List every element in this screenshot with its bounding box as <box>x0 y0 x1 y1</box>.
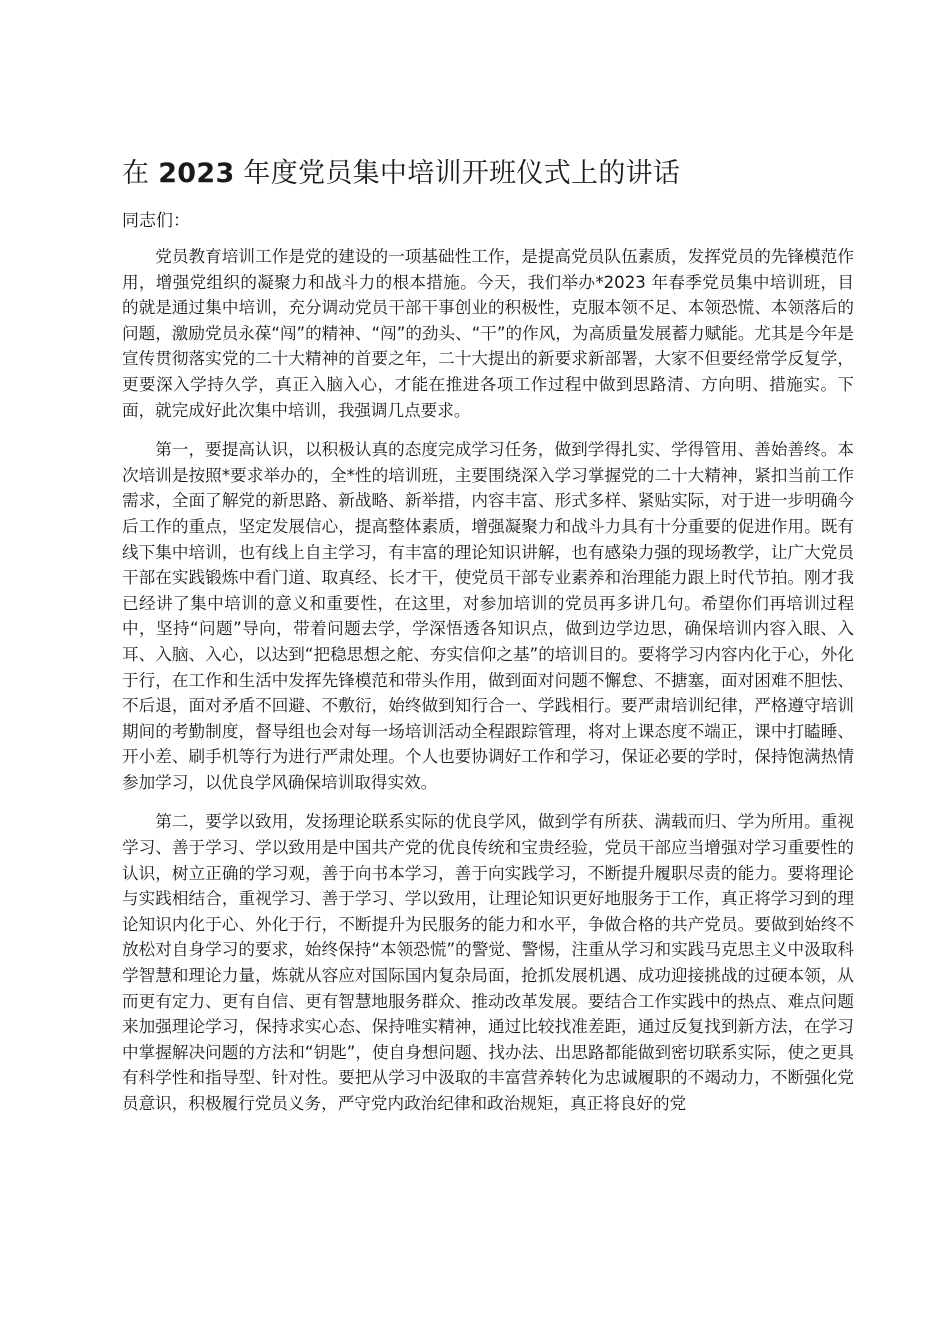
title-prefix: 在 <box>122 158 159 189</box>
title-suffix: 年度党员集中培训开班仪式上的讲话 <box>234 158 681 189</box>
title-year: 2023 <box>158 158 235 189</box>
paragraph-first-point: 第一，要提高认识，以积极认真的态度完成学习任务，做到学得扎实、学得管用、善始善终。本次培训是按照*要求举办的，全*性的培训班，主要围绕深入学习掌握党的二十大精神，紧扣当前工作需求，全面了解党的新思路、新战略、新举措，内容丰富、形式多样、紧贴实际，对于进一步明确今后工作的重点，坚定发展信心，提高整体素质，增强凝聚力和战斗力具有十分重要的促进作用。既有线下集中培训，也有线上自主学习，有丰富的理论知识讲解，也有感染力强的现场教学，让广大党员干部在实践锻炼中看门道、取真经、长才干，使党员干部专业素养和治理能力跟上时代节拍。刚才我已经讲了集中培训的意义和重要性，在这里，对参加培训的党员再多讲几句。希望你们再培训过程中，坚持“问题”导向，带着问题去学，学深悟透各知识点，做到边学边思，确保培训内容入眼、入耳、入脑、入心，以达到“把稳思想之舵、夯实信仰之基”的培训目的。要将学习内容内化于心，外化于行，在工作和生活中发挥先锋模范和带头作用，做到面对问题不懈怠、不搪塞，面对困难不胆怯、不后退，面对矛盾不回避、不敷衍，始终做到知行合一、学践相行。要严肃培训纪律，严格遵守培训期间的考勤制度，督导组也会对每一场培训活动全程跟踪管理，将对上课态度不端正，课中打瞌睡、开小差、刷手机等行为进行严肃处理。个人也要协调好工作和学习，保证必要的学时，保持饱满热情参加学习，以优良学风确保培训取得实效。 <box>122 440 854 792</box>
document-body <box>122 244 854 1131</box>
document-title <box>122 154 842 194</box>
salutation: 同志们： <box>122 211 190 231</box>
paragraph-intro: 党员教育培训工作是党的建设的一项基础性工作，是提高党员队伍素质，发挥党员的先锋模范作用，增强党组织的凝聚力和战斗力的根本措施。今天，我们举办*2023 年春季党员集中培训班，目的就是通过集中培训，充分调动党员干部干事创业的积极性，克服本领不足、本领恐慌、本领落后的问题，激励党员永葆“闯”的精神、“闯”的劲头、“干”的作风，为高质量发展蓄力赋能。尤其是今年是宣传贯彻落实党的二十大精神的首要之年，二十大提出的新要求新部署，大家不但要经常学反复学，更要深入学持久学，真正入脑入心，才能在推进各项工作过程中做到思路清、方向明、措施实。下面，就完成好此次集中培训，我强调几点要求。 <box>122 247 854 420</box>
paragraph-second-point: 第二，要学以致用，发扬理论联系实际的优良学风，做到学有所获、满载而归、学为所用。重视学习、善于学习、学以致用是中国共产党的优良传统和宝贵经验，党员干部应当增强对学习重要性的认识，树立正确的学习观，善于向书本学习，善于向实践学习，不断提升履职尽责的能力。要将理论与实践相结合，重视学习、善于学习、学以致用，让理论知识更好地服务于工作，真正将学习到的理论知识内化于心、外化于行，不断提升为民服务的能力和水平，争做合格的共产党员。要做到始终不放松对自身学习的要求，始终保持“本领恐慌”的警觉、警惕，注重从学习和实践马克思主义中汲取科学智慧和理论力量，炼就从容应对国际国内复杂局面，抢抓发展机遇、成功迎接挑战的过硬本领，从而更有定力、更有自信、更有智慧地服务群众、推动改革发展。要结合工作实践中的热点、难点问题来加强理论学习，保持求实心态、保持唯实精神，通过比较找准差距，通过反复找到新方法，在学习中掌握解决问题的方法和“钥匙”，使自身想问题、找办法、出思路都能做到密切联系实际，使之更具有科学性和指导型、针对性。要把从学习中汲取的丰富营养转化为忠诚履职的不竭动力，不断强化党员意识，积极履行党员义务，严守党内政治纪律和政治规矩，真正将良好的党 <box>122 812 854 1113</box>
